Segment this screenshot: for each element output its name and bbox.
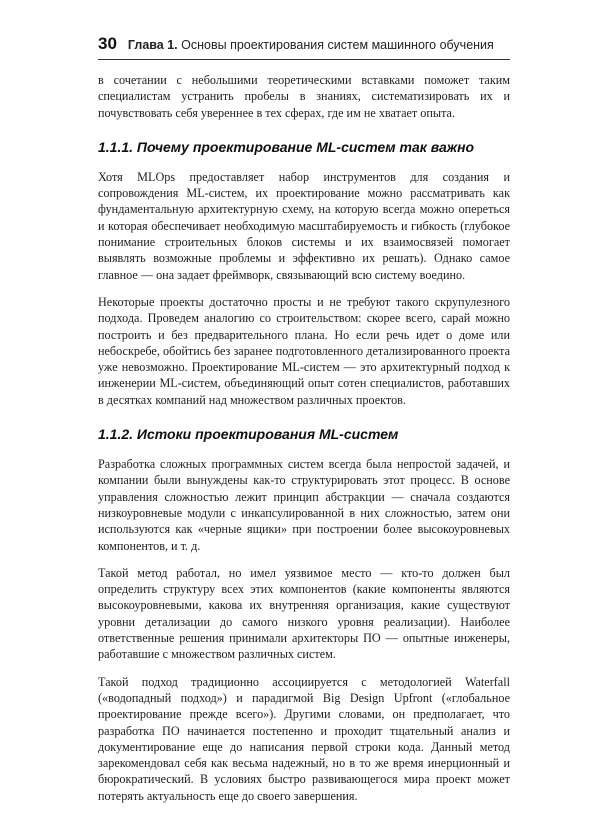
running-header	[98, 34, 510, 54]
paragraph: Такой подход традиционно ассоциируется с методологией Waterfall («водопадный подход») и парадигмой Big Design Upfront («глобальное проектирование прежде всего»). Другими словами, он предполагает, что разработка ПО начинается постепенно и проходит тщательный анализ и документирование еще до написания первой строки кода. Данный метод зарекомендовал себя как весьма надежный, но в то же время инерционный и бюрократический. В условиях быстро развивающегося мира проект может потерять актуальность еще до своего завершения.	[98, 674, 510, 803]
page-number: 30	[98, 34, 117, 53]
paragraph: Хотя MLOps предоставляет набор инструментов для создания и сопровождения ML-систем, их проектирование можно рассматривать как фундаментальную архитектурную схему, на которую всегда можно опереться и которая обеспечивает необходимую масштабируемость и гибкость (глубокое понимание строительных блоков системы и их взаимосвязей помогает выявлять возможные проблемы и эффективно их решать). Однако самое главное — она задает фреймворк, связывающий всю систему воедино.	[98, 169, 510, 282]
section-heading-1-1-1: 1.1.1. Почему проектирование ML-систем так важно	[98, 138, 475, 155]
paragraph: Разработка сложных программных систем всегда была непростой задачей, и компании были вынуждены как-то структурировать этот процесс. В основе управления сложностью лежит принцип абстракции — сначала создаются низкоуровневые модули с инкапсулированной в них сложностью, затем они используются как «черные ящики» при построении более высокоуровневых компонентов, и т. д.	[98, 457, 510, 553]
header-rule	[98, 59, 510, 60]
paragraph: Некоторые проекты достаточно просты и не требуют такого скрупулезного подхода. Проведем аналогию со строительством: скорее всего, сарай можно построить и без предварительного плана. Но если речь идет о доме или небоскребе, обойтись без заранее подготовленного детализированного проекта уже невозможно. Проектирование ML-систем — это архитектурный подход к инженерии ML-систем, объединяющий опыт сотен специалистов, работавших в десятках компаний над множеством различных проектов.	[98, 294, 510, 407]
chapter-title-text: Основы проектирования систем машинного обучения	[181, 38, 494, 52]
section-heading-1-1-2: 1.1.2. Истоки проектирования ML-систем	[98, 426, 399, 443]
chapter-label: Глава 1.	[127, 38, 178, 52]
intro-paragraph: в сочетании с небольшими теоретическими вставками поможет таким специалистам устранить пробелы в знаниях, систематизировать их и почувствовать себя увереннее в тех сферах, где им не хватает опыта.	[98, 73, 510, 120]
page-body	[98, 72, 510, 815]
paragraph: Такой метод работал, но имел уязвимое место — кто-то должен был определить структуру всех этих компонентов (какие компоненты являются высокоуровневыми, какова их внутренняя организация, какие существуют уровни детализации до самого низкого уровня реализации). Наиболее ответственные решения принимали архитекторы ПО — опытные инженеры, работавшие с множеством различных систем.	[98, 565, 510, 662]
chapter-title	[128, 38, 494, 52]
